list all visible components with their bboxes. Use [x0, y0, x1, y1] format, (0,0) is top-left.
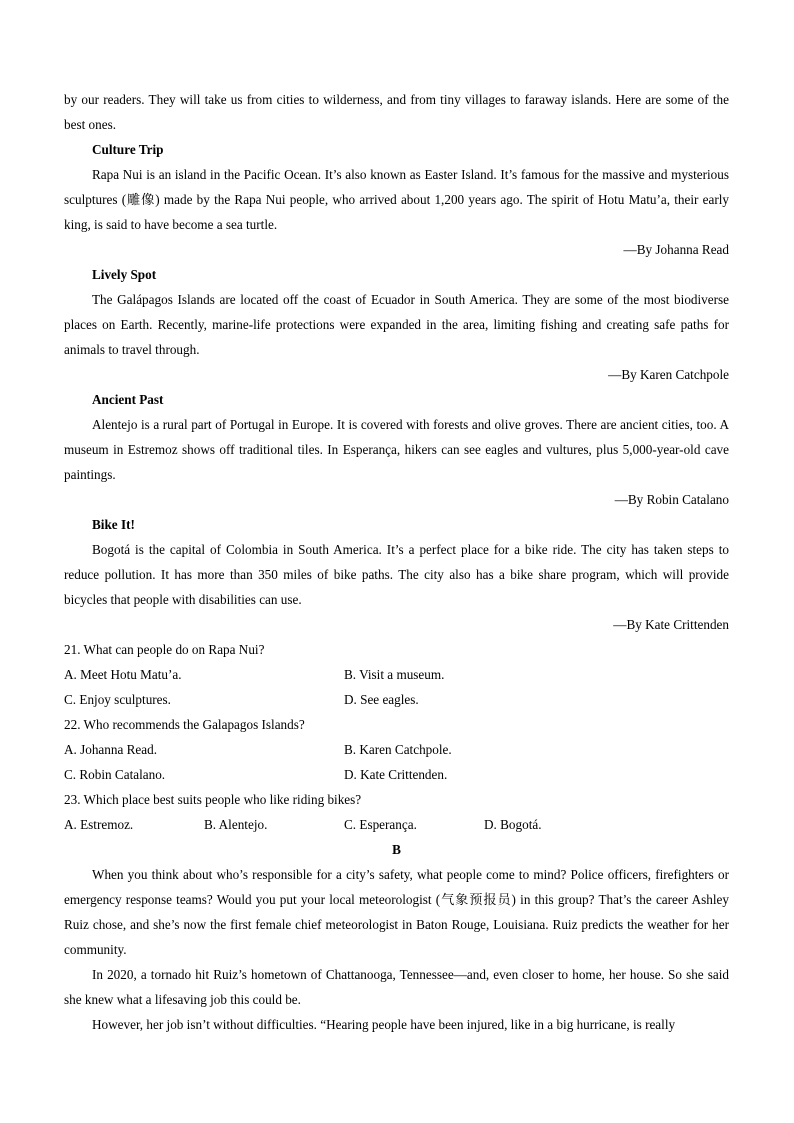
section-author: —By Kate Crittenden — [613, 617, 729, 632]
section-body: The Galápagos Islands are located off the coast of Ecuador in South America. They are some of the most biodiverse places on Earth. Recently, marine-life protections were expanded in the area, limiting fishing and creating safe paths for animals to travel through. — [64, 292, 729, 357]
intro-paragraph: by our readers. They will take us from cities to wilderness, and from tiny villages to faraway islands. Here are some of the best ones. — [64, 92, 729, 132]
option-d: D. Kate Crittenden. — [344, 767, 448, 782]
option-b: B. Karen Catchpole. — [344, 742, 452, 757]
option-d: D. See eagles. — [344, 692, 419, 707]
section-bike-it — [64, 512, 729, 637]
section-author: —By Johanna Read — [623, 242, 729, 257]
options-row — [64, 762, 729, 787]
section-lively-spot — [64, 262, 729, 387]
question-text: 23. Which place best suits people who like riding bikes? — [64, 792, 362, 807]
document-content — [64, 87, 729, 1037]
option-b: B. Alentejo. — [204, 817, 268, 832]
section-culture-trip — [64, 137, 729, 262]
section-ancient-past — [64, 387, 729, 512]
options-row — [64, 812, 729, 837]
options-row — [64, 737, 729, 762]
section-body: Bogotá is the capital of Colombia in South America. It’s a perfect place for a bike ride. The city has taken steps to reduce pollution. It has more than 350 miles of bike paths. The city also has a bike share program, which will provide bicycles that people with disabilities can use. — [64, 542, 729, 607]
option-a: A. Johanna Read. — [64, 742, 158, 757]
part-b-paragraph: When you think about who’s responsible for a city’s safety, what people come to mind? Police officers, firefighters or emergency response teams? Would you put your local meteorologist (气象预报员) in this group? That’s the career Ashley Ruiz chose, and she’s now the first female chief meteorologist in Baton Rouge, Louisiana. Ruiz predicts the weather for her community. — [64, 867, 729, 957]
section-body: Rapa Nui is an island in the Pacific Ocean. It’s also known as Easter Island. It’s famous for the massive and mysterious sculptures (雕像) made by the Rapa Nui people, who arrived about 1,200 years ago. The spirit of Hotu Matu’a, their early king, is said to have become a sea turtle. — [64, 167, 729, 232]
question-22 — [64, 712, 729, 787]
section-heading: Lively Spot — [92, 267, 157, 282]
option-a: A. Meet Hotu Matu’a. — [64, 667, 182, 682]
option-c: C. Enjoy sculptures. — [64, 692, 171, 707]
section-heading: Culture Trip — [92, 142, 164, 157]
options-row — [64, 687, 729, 712]
option-d: D. Bogotá. — [484, 817, 542, 832]
section-heading: Ancient Past — [92, 392, 164, 407]
option-c: C. Esperança. — [344, 817, 417, 832]
section-heading: Bike It! — [92, 517, 135, 532]
part-b-paragraph: In 2020, a tornado hit Ruiz’s hometown of Chattanooga, Tennessee—and, even closer to home, her house. So she said she knew what a lifesaving job this could be. — [64, 967, 729, 1007]
section-body: Alentejo is a rural part of Portugal in Europe. It is covered with forests and olive groves. There are ancient cities, too. A museum in Estremoz shows off traditional tiles. In Esperança, hikers can see eagles and vultures, plus 5,000-year-old cave paintings. — [64, 417, 729, 482]
question-23 — [64, 787, 729, 837]
option-b: B. Visit a museum. — [344, 667, 445, 682]
part-b-paragraph: However, her job isn’t without difficulties. “Hearing people have been injured, like in a big hurricane, is really — [92, 1017, 676, 1032]
question-21 — [64, 637, 729, 712]
part-b-label: B — [392, 842, 401, 857]
section-author: —By Karen Catchpole — [608, 367, 729, 382]
option-c: C. Robin Catalano. — [64, 767, 166, 782]
option-a: A. Estremoz. — [64, 817, 134, 832]
section-author: —By Robin Catalano — [614, 492, 729, 507]
options-row — [64, 662, 729, 687]
question-text: 21. What can people do on Rapa Nui? — [64, 642, 265, 657]
question-text: 22. Who recommends the Galapagos Islands? — [64, 717, 305, 732]
